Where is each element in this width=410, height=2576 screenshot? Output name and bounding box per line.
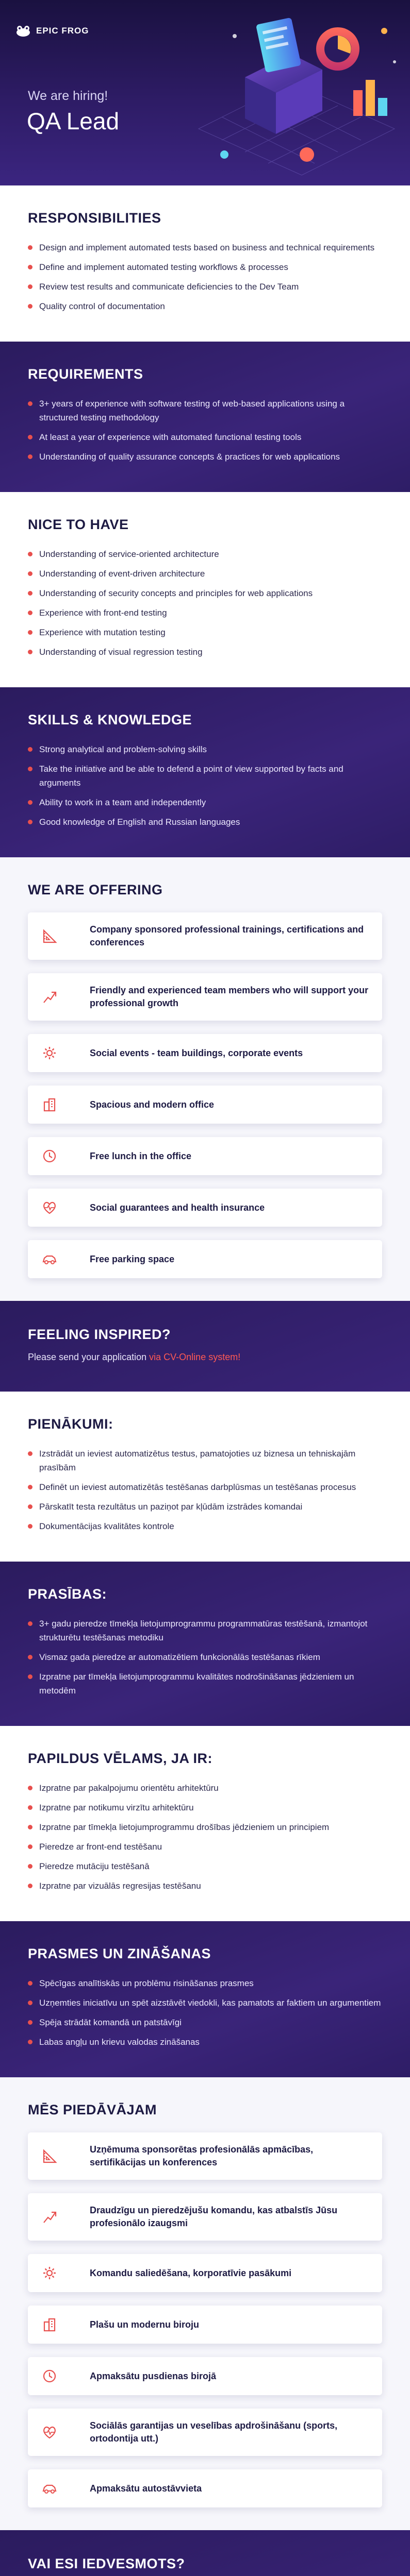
skills-section xyxy=(0,687,410,857)
benefit-card xyxy=(28,2193,382,2241)
section-title: MĒS PIEDĀVĀJAM xyxy=(28,2102,157,2117)
offering-section xyxy=(0,857,410,1301)
list-item: Experience with front-end testing xyxy=(28,606,382,620)
section-title: PRASMES UN ZINĀŠANAS xyxy=(28,1946,211,1961)
list-item: Design and implement automated tests based on business and technical requirements xyxy=(28,241,382,255)
list-item: Labas angļu un krievu valodas zināšanas xyxy=(28,2035,382,2049)
list-item: Understanding of security concepts and principles for web applications xyxy=(28,586,382,600)
list-item: At least a year of experience with automated functional testing tools xyxy=(28,430,382,444)
list-item: 3+ gadu pieredze tīmekļa lietojumprogrammu programmatūras testēšanā, izmantojot strukturētu testēšanas metodiku xyxy=(28,1617,382,1645)
benefit-card xyxy=(28,2132,382,2180)
offering-cards xyxy=(28,2132,382,2507)
list-item: 3+ years of experience with software testing of web-based applications using a structured testing methodology xyxy=(28,397,382,425)
car-icon xyxy=(39,2478,60,2499)
benefit-label: Apmaksātu autostāvvieta xyxy=(90,2483,202,2494)
apply-text xyxy=(28,1352,382,1363)
list-item: Understanding of visual regression testing xyxy=(28,645,382,659)
nice-to-have-section xyxy=(0,492,410,687)
list-item: Spēcīgas analītiskās un problēmu risināšanas prasmes xyxy=(28,1976,382,1990)
benefit-label: Apmaksātu pusdienas birojā xyxy=(90,2370,217,2381)
list-item: Review test results and communicate deficiencies to the Dev Team xyxy=(28,280,382,294)
list-item: Pieredze ar front-end testēšanu xyxy=(28,1840,382,1854)
gear-icon xyxy=(39,2263,60,2283)
bullet-list xyxy=(28,547,382,659)
section-title: REQUIREMENTS xyxy=(28,366,143,382)
requirements-section xyxy=(0,342,410,492)
section-title: RESPONSIBILITIES xyxy=(28,210,161,226)
building-icon xyxy=(39,2314,60,2335)
list-item: Izpratne par pakalpojumu orientētu arhitektūru xyxy=(28,1781,382,1795)
growth-arrow-icon xyxy=(39,987,60,1007)
brand-logo[interactable] xyxy=(15,25,89,37)
building-icon xyxy=(39,1094,60,1115)
bullet-list xyxy=(28,1617,382,1698)
list-item: Izpratne par tīmekļa lietojumprogrammu drošības jēdzieniem un principiem xyxy=(28,1820,382,1834)
section-title: VAI ESI IEDVESMOTS? xyxy=(28,2556,185,2571)
list-item: Izpratne par notikumu virzītu arhitektūru xyxy=(28,1801,382,1815)
car-icon xyxy=(39,1249,60,1269)
clock-icon xyxy=(39,2366,60,2386)
benefit-label: Sociālās garantijas un veselības apdrošināšanu (sports, ortodontija utt.) xyxy=(90,2420,338,2444)
section-title: PRASĪBAS: xyxy=(28,1586,107,1602)
list-item: Understanding of quality assurance concepts & practices for web applications xyxy=(28,450,382,464)
benefit-card xyxy=(28,2254,382,2292)
lv-feeling-inspired-section xyxy=(0,2530,410,2576)
benefit-card xyxy=(28,1137,382,1175)
list-item: Experience with mutation testing xyxy=(28,625,382,639)
benefit-card xyxy=(28,1189,382,1227)
hero-subtitle: We are hiring! xyxy=(28,89,108,103)
benefit-card xyxy=(28,2469,382,2507)
bullet-list xyxy=(28,241,382,313)
bullet-list xyxy=(28,1781,382,1893)
section-title: WE ARE OFFERING xyxy=(28,882,163,897)
benefit-label: Uzņēmuma sponsorētas profesionālās apmācības, sertifikācijas un konferences xyxy=(90,2144,314,2167)
list-item: Spēja strādāt komandā un patstāvīgi xyxy=(28,2015,382,2029)
growth-arrow-icon xyxy=(39,2207,60,2227)
frog-icon xyxy=(15,25,31,37)
list-item: Understanding of event-driven architecture xyxy=(28,567,382,581)
responsibilities-section xyxy=(0,185,410,342)
heart-pulse-icon xyxy=(39,1197,60,1218)
section-title: SKILLS & KNOWLEDGE xyxy=(28,712,192,727)
list-item: Izstrādāt un ieviest automatizētus testus, pamatojoties uz biznesa un tehniskajām prasībām xyxy=(28,1447,382,1475)
bullet-list xyxy=(28,397,382,464)
section-title: NICE TO HAVE xyxy=(28,517,129,532)
benefit-label: Free parking space xyxy=(90,1253,175,1264)
cv-online-link[interactable]: via CV-Online system! xyxy=(149,1352,241,1362)
list-item: Define and implement automated testing workflows & processes xyxy=(28,260,382,274)
lv-nice-to-have-section xyxy=(0,1726,410,1921)
benefit-card xyxy=(28,2357,382,2395)
lv-offering-section xyxy=(0,2077,410,2530)
benefit-label: Friendly and experienced team members who will support your professional growth xyxy=(90,985,369,1008)
section-title: PAPILDUS VĒLAMS, JA IR: xyxy=(28,1751,213,1766)
lv-responsibilities-section xyxy=(0,1392,410,1562)
list-item: Ability to work in a team and independently xyxy=(28,795,382,809)
clock-icon xyxy=(39,1146,60,1166)
lv-skills-section xyxy=(0,1921,410,2077)
list-item: Take the initiative and be able to defend a point of view supported by facts and arguments xyxy=(28,762,382,790)
list-item: Pārskatīt testa rezultātus un paziņot par kļūdām izstrādes komandai xyxy=(28,1500,382,1514)
brand-name: EPIC FROG xyxy=(36,26,89,36)
lv-requirements-section xyxy=(0,1562,410,1726)
feeling-inspired-section xyxy=(0,1301,410,1392)
bullet-list xyxy=(28,742,382,829)
benefit-card xyxy=(28,973,382,1021)
benefit-card xyxy=(28,2306,382,2344)
list-item: Strong analytical and problem-solving skills xyxy=(28,742,382,756)
apply-text-prefix: Please send your application xyxy=(28,1352,150,1362)
benefit-label: Komandu saliedēšana, korporatīvie pasākumi xyxy=(90,2267,292,2278)
heart-pulse-icon xyxy=(39,2422,60,2443)
ruler-triangle-icon xyxy=(39,2146,60,2166)
section-title: FEELING INSPIRED? xyxy=(28,1327,171,1342)
list-item: Good knowledge of English and Russian languages xyxy=(28,815,382,829)
ruler-triangle-icon xyxy=(39,926,60,946)
list-item: Understanding of service-oriented architecture xyxy=(28,547,382,561)
benefit-label: Draudzīgu un pieredzējušu komandu, kas atbalstīs Jūsu profesionālo izaugsmi xyxy=(90,2205,338,2228)
benefit-card xyxy=(28,1240,382,1278)
benefit-label: Plašu un modernu biroju xyxy=(90,2319,200,2330)
gear-icon xyxy=(39,1043,60,1063)
list-item: Definēt un ieviest automatizētās testēšanas darbplūsmas un testēšanas procesus xyxy=(28,1480,382,1494)
hero-illustration xyxy=(168,0,410,185)
list-item: Vismaz gada pieredze ar automatizētiem funkcionālās testēšanas rīkiem xyxy=(28,1650,382,1664)
benefit-label: Spacious and modern office xyxy=(90,1099,215,1110)
hero-banner xyxy=(0,0,410,185)
benefit-label: Social guarantees and health insurance xyxy=(90,1202,265,1213)
benefit-label: Company sponsored professional trainings, certifications and conferences xyxy=(90,924,364,947)
benefit-label: Social events - team buildings, corporate events xyxy=(90,1047,303,1058)
benefit-card xyxy=(28,1034,382,1072)
benefit-card xyxy=(28,912,382,960)
list-item: Izpratne par tīmekļa lietojumprogrammu kvalitātes nodrošināšanas jēdzieniem un metodēm xyxy=(28,1670,382,1698)
list-item: Uzņemties iniciatīvu un spēt aizstāvēt viedokli, kas pamatots ar faktiem un argumentiem xyxy=(28,1996,382,2010)
job-title: QA Lead xyxy=(27,108,120,134)
list-item: Dokumentācijas kvalitātes kontrole xyxy=(28,1519,382,1533)
list-item: Quality control of documentation xyxy=(28,299,382,313)
bullet-list xyxy=(28,1976,382,2049)
benefit-card xyxy=(28,1086,382,1124)
section-title: PIENĀKUMI: xyxy=(28,1416,113,1432)
bullet-list xyxy=(28,1447,382,1533)
benefit-label: Free lunch in the office xyxy=(90,1150,192,1161)
benefit-card xyxy=(28,2409,382,2456)
list-item: Izpratne par vizuālās regresijas testēšanu xyxy=(28,1879,382,1893)
list-item: Pieredze mutāciju testēšanā xyxy=(28,1859,382,1873)
offering-cards xyxy=(28,912,382,1278)
